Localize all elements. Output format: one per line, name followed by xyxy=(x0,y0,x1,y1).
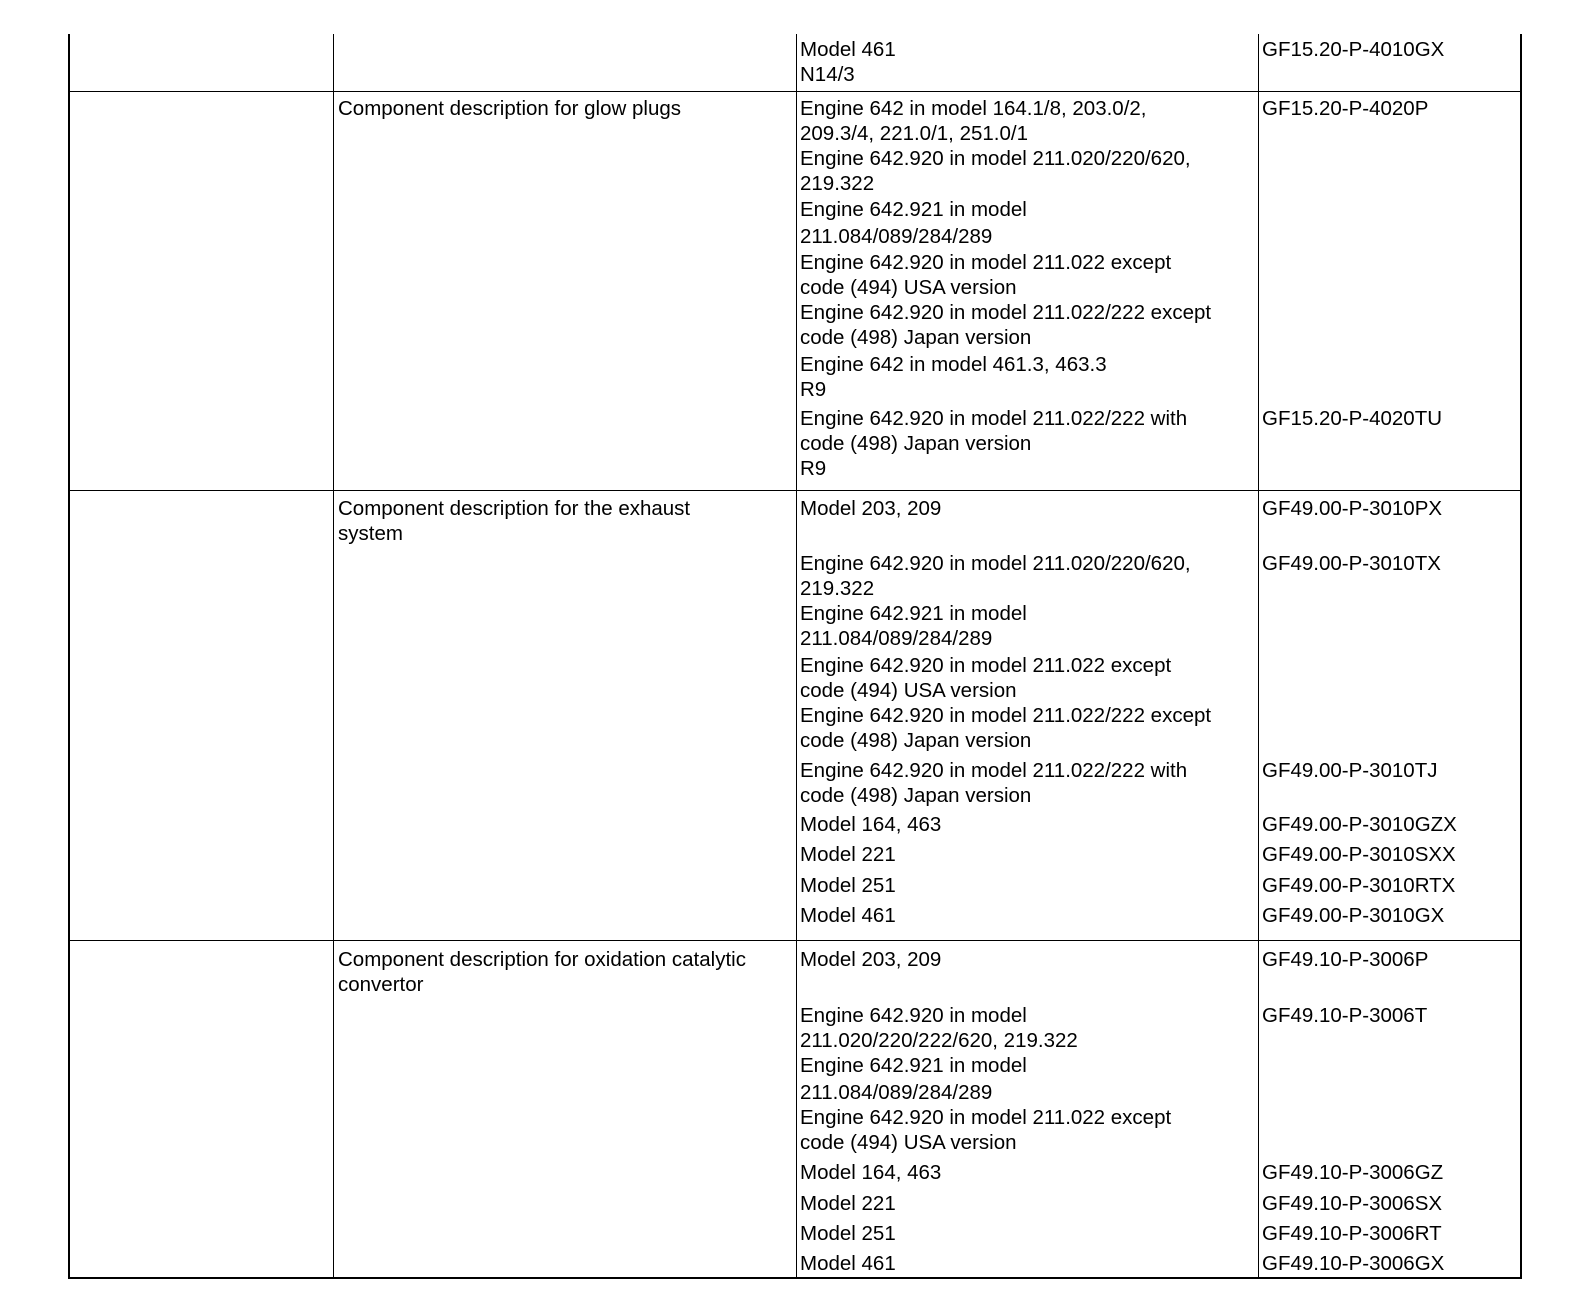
document-number: GF15.20-P-4010GX xyxy=(1262,38,1445,61)
column-divider xyxy=(333,34,334,1279)
application-text: Model 221 xyxy=(800,843,896,866)
document-number: GF49.10-P-3006GX xyxy=(1262,1252,1445,1275)
application-text: 211.084/089/284/289 xyxy=(800,225,993,248)
document-number: GF49.10-P-3006P xyxy=(1262,948,1429,971)
application-text: Engine 642.920 in model 211.022 except xyxy=(800,654,1172,677)
document-number: GF49.00-P-3010SXX xyxy=(1262,843,1456,866)
application-text: code (498) Japan version xyxy=(800,432,1032,455)
application-text: Engine 642 in model 164.1/8, 203.0/2, xyxy=(800,97,1147,120)
component-table xyxy=(68,34,1522,1279)
application-text: R9 xyxy=(800,378,827,401)
application-text: Engine 642.920 in model 211.020/220/620, xyxy=(800,147,1191,170)
application-text: 211.020/220/222/620, 219.322 xyxy=(800,1029,1078,1052)
component-description: system xyxy=(338,522,403,545)
application-text: code (498) Japan version xyxy=(800,784,1032,807)
application-text: Model 221 xyxy=(800,1192,896,1215)
application-text: Model 164, 463 xyxy=(800,813,942,836)
document-number: GF49.00-P-3010TJ xyxy=(1262,759,1438,782)
component-description: Component description for the exhaust xyxy=(338,497,691,520)
document-number: GF49.00-P-3010TX xyxy=(1262,552,1441,575)
row-divider xyxy=(68,91,1522,92)
application-text: Model 164, 463 xyxy=(800,1161,942,1184)
application-text: Model 203, 209 xyxy=(800,948,942,971)
application-text: R9 xyxy=(800,457,827,480)
application-text: 209.3/4, 221.0/1, 251.0/1 xyxy=(800,122,1028,145)
application-text: Engine 642.920 in model 211.022/222 except xyxy=(800,301,1212,324)
application-text: Engine 642.920 in model 211.022 except xyxy=(800,1106,1172,1129)
document-number: GF15.20-P-4020TU xyxy=(1262,407,1443,430)
application-text: Model 251 xyxy=(800,1222,896,1245)
application-text: Engine 642.920 in model 211.020/220/620, xyxy=(800,552,1191,575)
application-text: Engine 642.920 in model 211.022 except xyxy=(800,251,1172,274)
application-text: Engine 642.920 in model 211.022/222 with xyxy=(800,407,1188,430)
component-description: Component description for glow plugs xyxy=(338,97,681,120)
row-divider xyxy=(68,940,1522,941)
application-text: Engine 642.920 in model 211.022/222 except xyxy=(800,704,1212,727)
document-number: GF49.10-P-3006T xyxy=(1262,1004,1428,1027)
application-text: N14/3 xyxy=(800,63,855,86)
column-divider xyxy=(1258,34,1259,1279)
column-divider xyxy=(796,34,797,1279)
document-number: GF49.10-P-3006SX xyxy=(1262,1192,1443,1215)
application-text: code (498) Japan version xyxy=(800,729,1032,752)
application-text: Model 461 xyxy=(800,904,896,927)
application-text: Engine 642.921 in model xyxy=(800,198,1027,221)
application-text: code (494) USA version xyxy=(800,276,1017,299)
row-divider xyxy=(68,490,1522,491)
component-description: convertor xyxy=(338,973,424,996)
application-text: Model 461 xyxy=(800,1252,896,1275)
application-text: Engine 642.920 in model 211.022/222 with xyxy=(800,759,1188,782)
document-number: GF49.10-P-3006GZ xyxy=(1262,1161,1444,1184)
application-text: Engine 642 in model 461.3, 463.3 xyxy=(800,353,1107,376)
application-text: Model 461 xyxy=(800,38,896,61)
application-text: Model 203, 209 xyxy=(800,497,942,520)
application-text: 219.322 xyxy=(800,577,875,600)
application-text: 211.084/089/284/289 xyxy=(800,627,993,650)
document-number: GF49.10-P-3006RT xyxy=(1262,1222,1442,1245)
application-text: code (494) USA version xyxy=(800,679,1017,702)
document-number: GF49.00-P-3010PX xyxy=(1262,497,1443,520)
document-number: GF49.00-P-3010GZX xyxy=(1262,813,1457,836)
application-text: code (498) Japan version xyxy=(800,326,1032,349)
application-text: Engine 642.921 in model xyxy=(800,602,1027,625)
application-text: 211.084/089/284/289 xyxy=(800,1081,993,1104)
document-number: GF15.20-P-4020P xyxy=(1262,97,1429,120)
application-text: 219.322 xyxy=(800,172,875,195)
application-text: Engine 642.921 in model xyxy=(800,1054,1027,1077)
application-text: Model 251 xyxy=(800,874,896,897)
document-number: GF49.00-P-3010GX xyxy=(1262,904,1445,927)
application-text: Engine 642.920 in model xyxy=(800,1004,1027,1027)
component-description: Component description for oxidation catalytic xyxy=(338,948,746,971)
application-text: code (494) USA version xyxy=(800,1131,1017,1154)
document-number: GF49.00-P-3010RTX xyxy=(1262,874,1456,897)
